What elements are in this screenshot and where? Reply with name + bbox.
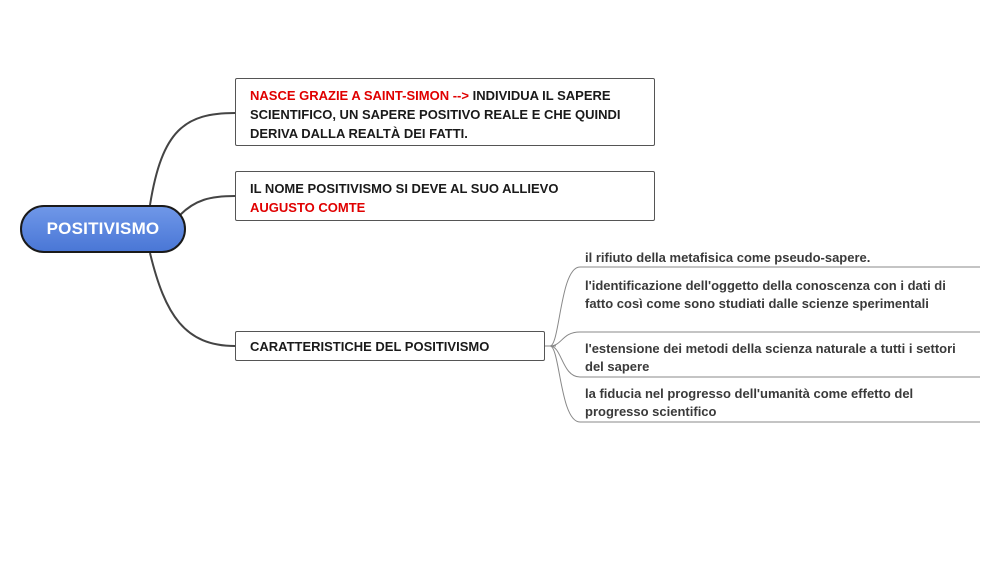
leaf-node-2[interactable]: l'identificazione dell'oggetto della conoscenza con i dati di fatto così come sono studiati dalle scienze sperimentali <box>585 278 946 311</box>
connector-central-to-branch-1 <box>150 113 235 205</box>
connector-central-to-branch-3 <box>150 253 235 346</box>
branch-node-caratteristiche[interactable] <box>235 331 545 361</box>
branch-3-text: CARATTERISTICHE DEL POSITIVISMO <box>250 339 490 354</box>
central-node-label: POSITIVISMO <box>46 219 160 238</box>
leaf-node-3[interactable]: l'estensione dei metodi della scienza naturale a tutti i settori del sapere <box>585 341 956 374</box>
branch-2-highlight: AUGUSTO COMTE <box>250 200 366 215</box>
branch-2-text: IL NOME POSITIVISMO SI DEVE AL SUO ALLIEVO <box>250 181 559 196</box>
leaf-node-4[interactable]: la fiducia nel progresso dell'umanità come effetto del progresso scientifico <box>585 386 914 419</box>
branch-node-saint-simon[interactable] <box>235 78 655 146</box>
branch-node-comte[interactable] <box>235 171 655 221</box>
branch-1-highlight: NASCE GRAZIE A SAINT-SIMON --> <box>250 88 469 103</box>
branch-1-text: INDIVIDUA IL SAPERE SCIENTIFICO, UN SAPERE POSITIVO REALE E CHE QUINDI DERIVA DALLA REALTÀ DEI FATTI. <box>250 88 621 141</box>
connector-central-to-branch-2 <box>180 196 235 215</box>
leaf-node-1[interactable]: il rifiuto della metafisica come pseudo-sapere. <box>585 250 871 265</box>
central-node[interactable] <box>20 205 186 253</box>
